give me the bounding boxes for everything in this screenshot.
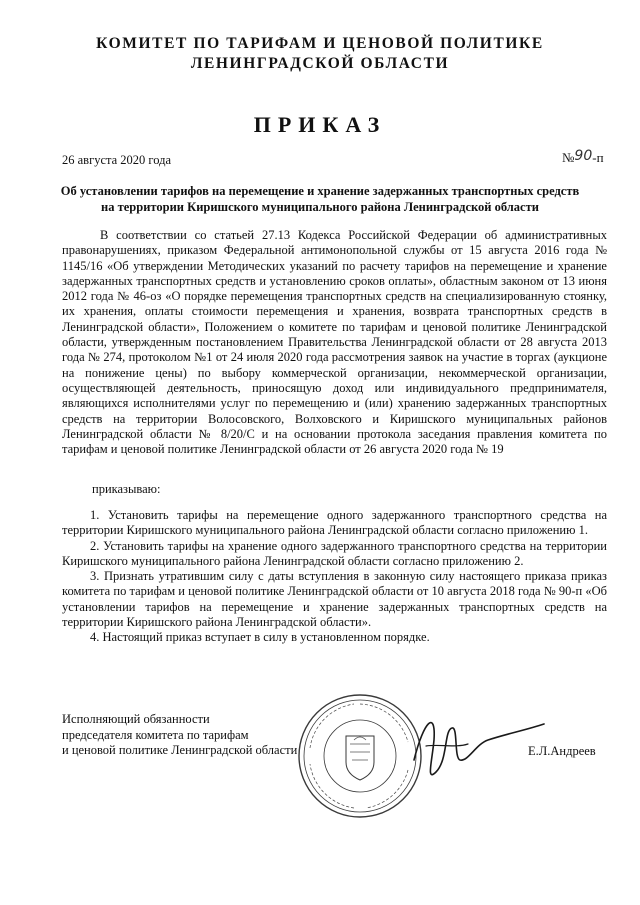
preamble-paragraph: В соответствии со статьей 27.13 Кодекса Российской Федерации об административных правонарушениях, приказом Федеральной антимонопольной службы от 15 августа 2016 года № 1145/16 «Об утверждении Методических указаний по расчету тарифов на перемещение и хранение задержанных транспортных средств и установлению сроков оплаты», областным законом от 13 июня 2012 года № 46-оз «О порядке перемещения транспортных средств на специализированную стоянку, их хранения, оплаты стоимости перемещения и хранения, возврата транспортных средств в Ленинградской области», Положением о комитете по тарифам и ценовой политике Ленинградской области, утвержденным постановлением Правительства Ленинградской области от 28 августа 2013 года № 274, протоколом №1 от 24 июля 2020 года рассмотрения заявок на участие в торгах (аукционе на понижение цены) по выбору коммерческой организации, некоммерческой организации, осуществляющей деятельность, приносящую доход или индивидуального предпринимателя, являющихся исполнителями услуг по перемещению и (или) хранению задержанных транспортных средств на территории Волосовского, Волховского и Киришского муниципальных районов Ленинградской области № 8/20/С и на основании протокола заседания правления комитета по тарифам и ценовой политике Ленинградской области от 26 августа 2020 года № 19 bbox=[62, 228, 607, 457]
signatory-title-line2: председателя комитета по тарифам bbox=[62, 727, 249, 742]
order-date: 26 августа 2020 года bbox=[62, 153, 172, 167]
signatory-name: Е.Л.Андреев bbox=[528, 744, 596, 758]
organization-header bbox=[0, 34, 640, 74]
order-item-2: 2. Установить тарифы на хранение одного задержанного транспортного средства на территории Киришского муниципального района Ленинградской области согласно приложению 2. bbox=[62, 538, 607, 568]
order-number bbox=[562, 150, 604, 166]
signatory-title-line1: Исполняющий обязанности bbox=[62, 712, 210, 726]
number-suffix: -п bbox=[592, 150, 604, 165]
document-type-title: ПРИКАЗ bbox=[253, 112, 387, 137]
org-name-line1: КОМИТЕТ ПО ТАРИФАМ И ЦЕНОВОЙ ПОЛИТИКЕ bbox=[96, 35, 544, 52]
order-item-1: 1. Установить тарифы на перемещение одного задержанного транспортного средства на территории Киришского муниципального района Ленинградской области согласно приложению 1. bbox=[62, 508, 607, 538]
order-items bbox=[62, 508, 607, 646]
subject-line2: на территории Киришского муниципального района Ленинградской области bbox=[101, 200, 539, 214]
number-sign: № bbox=[562, 150, 575, 165]
handwritten-signature bbox=[396, 700, 546, 790]
subject-line1: Об установлении тарифов на перемещение и хранение задержанных транспортных средств bbox=[60, 184, 580, 198]
order-item-3: 3. Признать утратившим силу с даты вступления в законную силу настоящего приказа приказ комитета по тарифам и ценовой политике Ленинградской области от 10 августа 2018 года № 90-п «Об установлении тарифов на перемещение и хранение задержанных транспортных средств на территории Киришского района Ленинградской области». bbox=[62, 569, 607, 630]
signatory-title-line3: и ценовой политике Ленинградской области bbox=[62, 743, 298, 757]
handwritten-number: 90 bbox=[574, 148, 593, 164]
signatory-title bbox=[62, 712, 297, 759]
order-item-4: 4. Настоящий приказ вступает в силу в установленном порядке. bbox=[90, 630, 430, 645]
order-subject bbox=[40, 183, 600, 215]
decree-word: приказываю: bbox=[92, 482, 161, 496]
org-name-line2: ЛЕНИНГРАДСКОЙ ОБЛАСТИ bbox=[190, 55, 450, 72]
